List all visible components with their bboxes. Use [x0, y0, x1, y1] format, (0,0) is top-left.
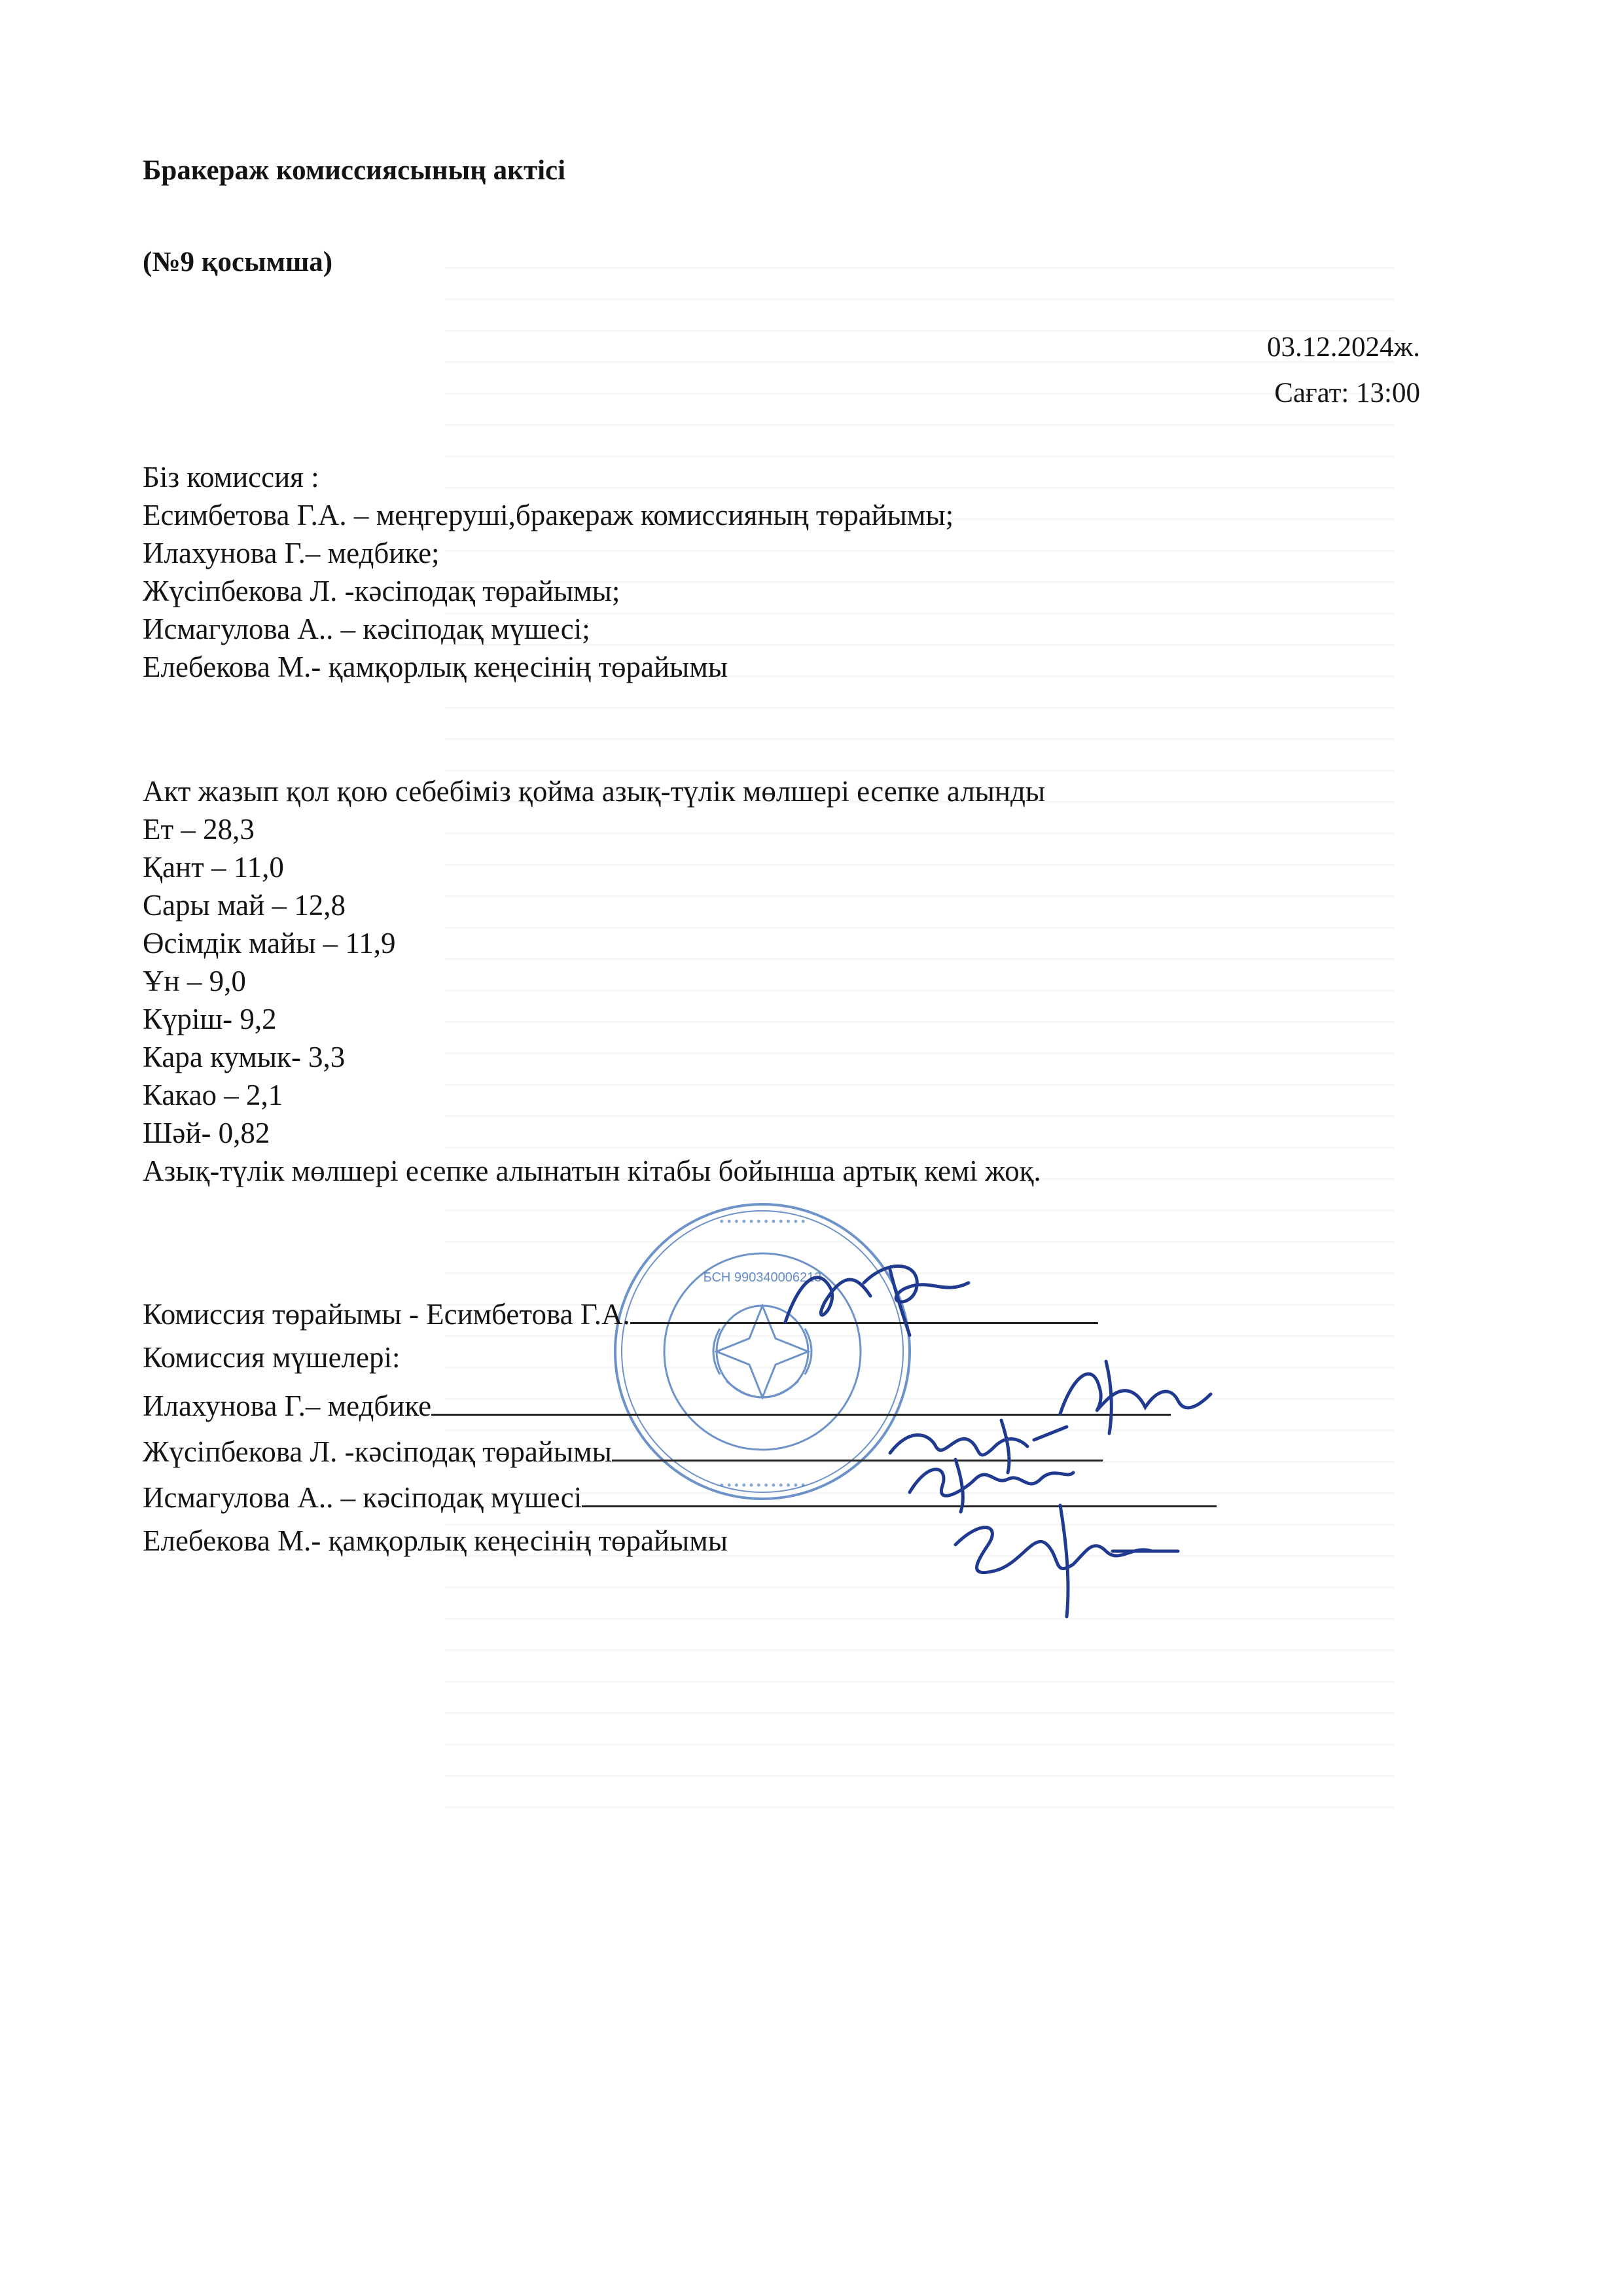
act-statement: Акт жазып қол қою себебіміз қойма азық-түлік мөлшері есепке алынды [143, 775, 1046, 808]
commission-member: Жүсіпбекова Л. -кәсіподақ төрайымы; [143, 575, 620, 607]
inventory-item: Шәй- 0,82 [143, 1117, 270, 1149]
svg-text:• • • • • • • • • • • •: • • • • • • • • • • • • [719, 1479, 806, 1492]
inventory-item: Какао – 2,1 [143, 1079, 283, 1111]
signature-member-label: Жүсіпбекова Л. -кәсіподақ төрайымы [143, 1435, 612, 1468]
document-date: 03.12.2024ж. [1267, 332, 1420, 363]
svg-text:• • • • • • • • • • • •: • • • • • • • • • • • • [719, 1215, 806, 1228]
inventory-item: Ет – 28,3 [143, 813, 255, 846]
inventory-item: Ұн – 9,0 [143, 965, 246, 997]
commission-member: Елебекова М.- қамқорлық кеңесінің төрайымы [143, 651, 728, 683]
commission-member: Есимбетова Г.А. – меңгеруші,бракераж комиссияның төрайымы; [143, 499, 954, 531]
document-title: Бракераж комиссиясының актісі [143, 155, 566, 186]
inventory-item: Сары май – 12,8 [143, 889, 346, 922]
inventory-block [143, 772, 1045, 1190]
annex-label: (№9 қосымша) [143, 247, 333, 278]
signature-member [143, 1524, 728, 1558]
signature-member-label: Илахунова Г.– медбике [143, 1390, 432, 1422]
signature-chair-label: Комиссия төрайымы - Есимбетова Г.А. [143, 1298, 630, 1331]
commission-block [143, 458, 954, 686]
handwritten-signature-chair [772, 1244, 995, 1348]
inventory-item: Қант – 11,0 [143, 851, 284, 884]
document-time: Сағат: 13:00 [1274, 378, 1420, 408]
members-label: Комиссия мүшелері: [143, 1341, 401, 1374]
inventory-item: Кара кумык- 3,3 [143, 1041, 346, 1073]
signature-member-label: Исмагулова А.. – кәсіподақ мүшесі [143, 1481, 582, 1514]
signature-member-label: Елебекова М.- қамқорлық кеңесінің төрайымы [143, 1524, 728, 1557]
inventory-item: Күріш- 9,2 [143, 1003, 277, 1035]
commission-member: Исмагулова А.. – кәсіподақ мүшесі; [143, 613, 590, 645]
handwritten-signature-member [929, 1492, 1191, 1623]
act-conclusion: Азық-түлік мөлшері есепке алынатын кітабы бойынша артық кемі жоқ. [143, 1155, 1041, 1187]
commission-intro: Біз комиссия : [143, 461, 319, 493]
commission-member: Илахунова Г.– медбике; [143, 537, 440, 569]
stamp-bin: БСН 990340006213 [703, 1270, 822, 1285]
inventory-item: Өсімдік майы – 11,9 [143, 927, 396, 960]
